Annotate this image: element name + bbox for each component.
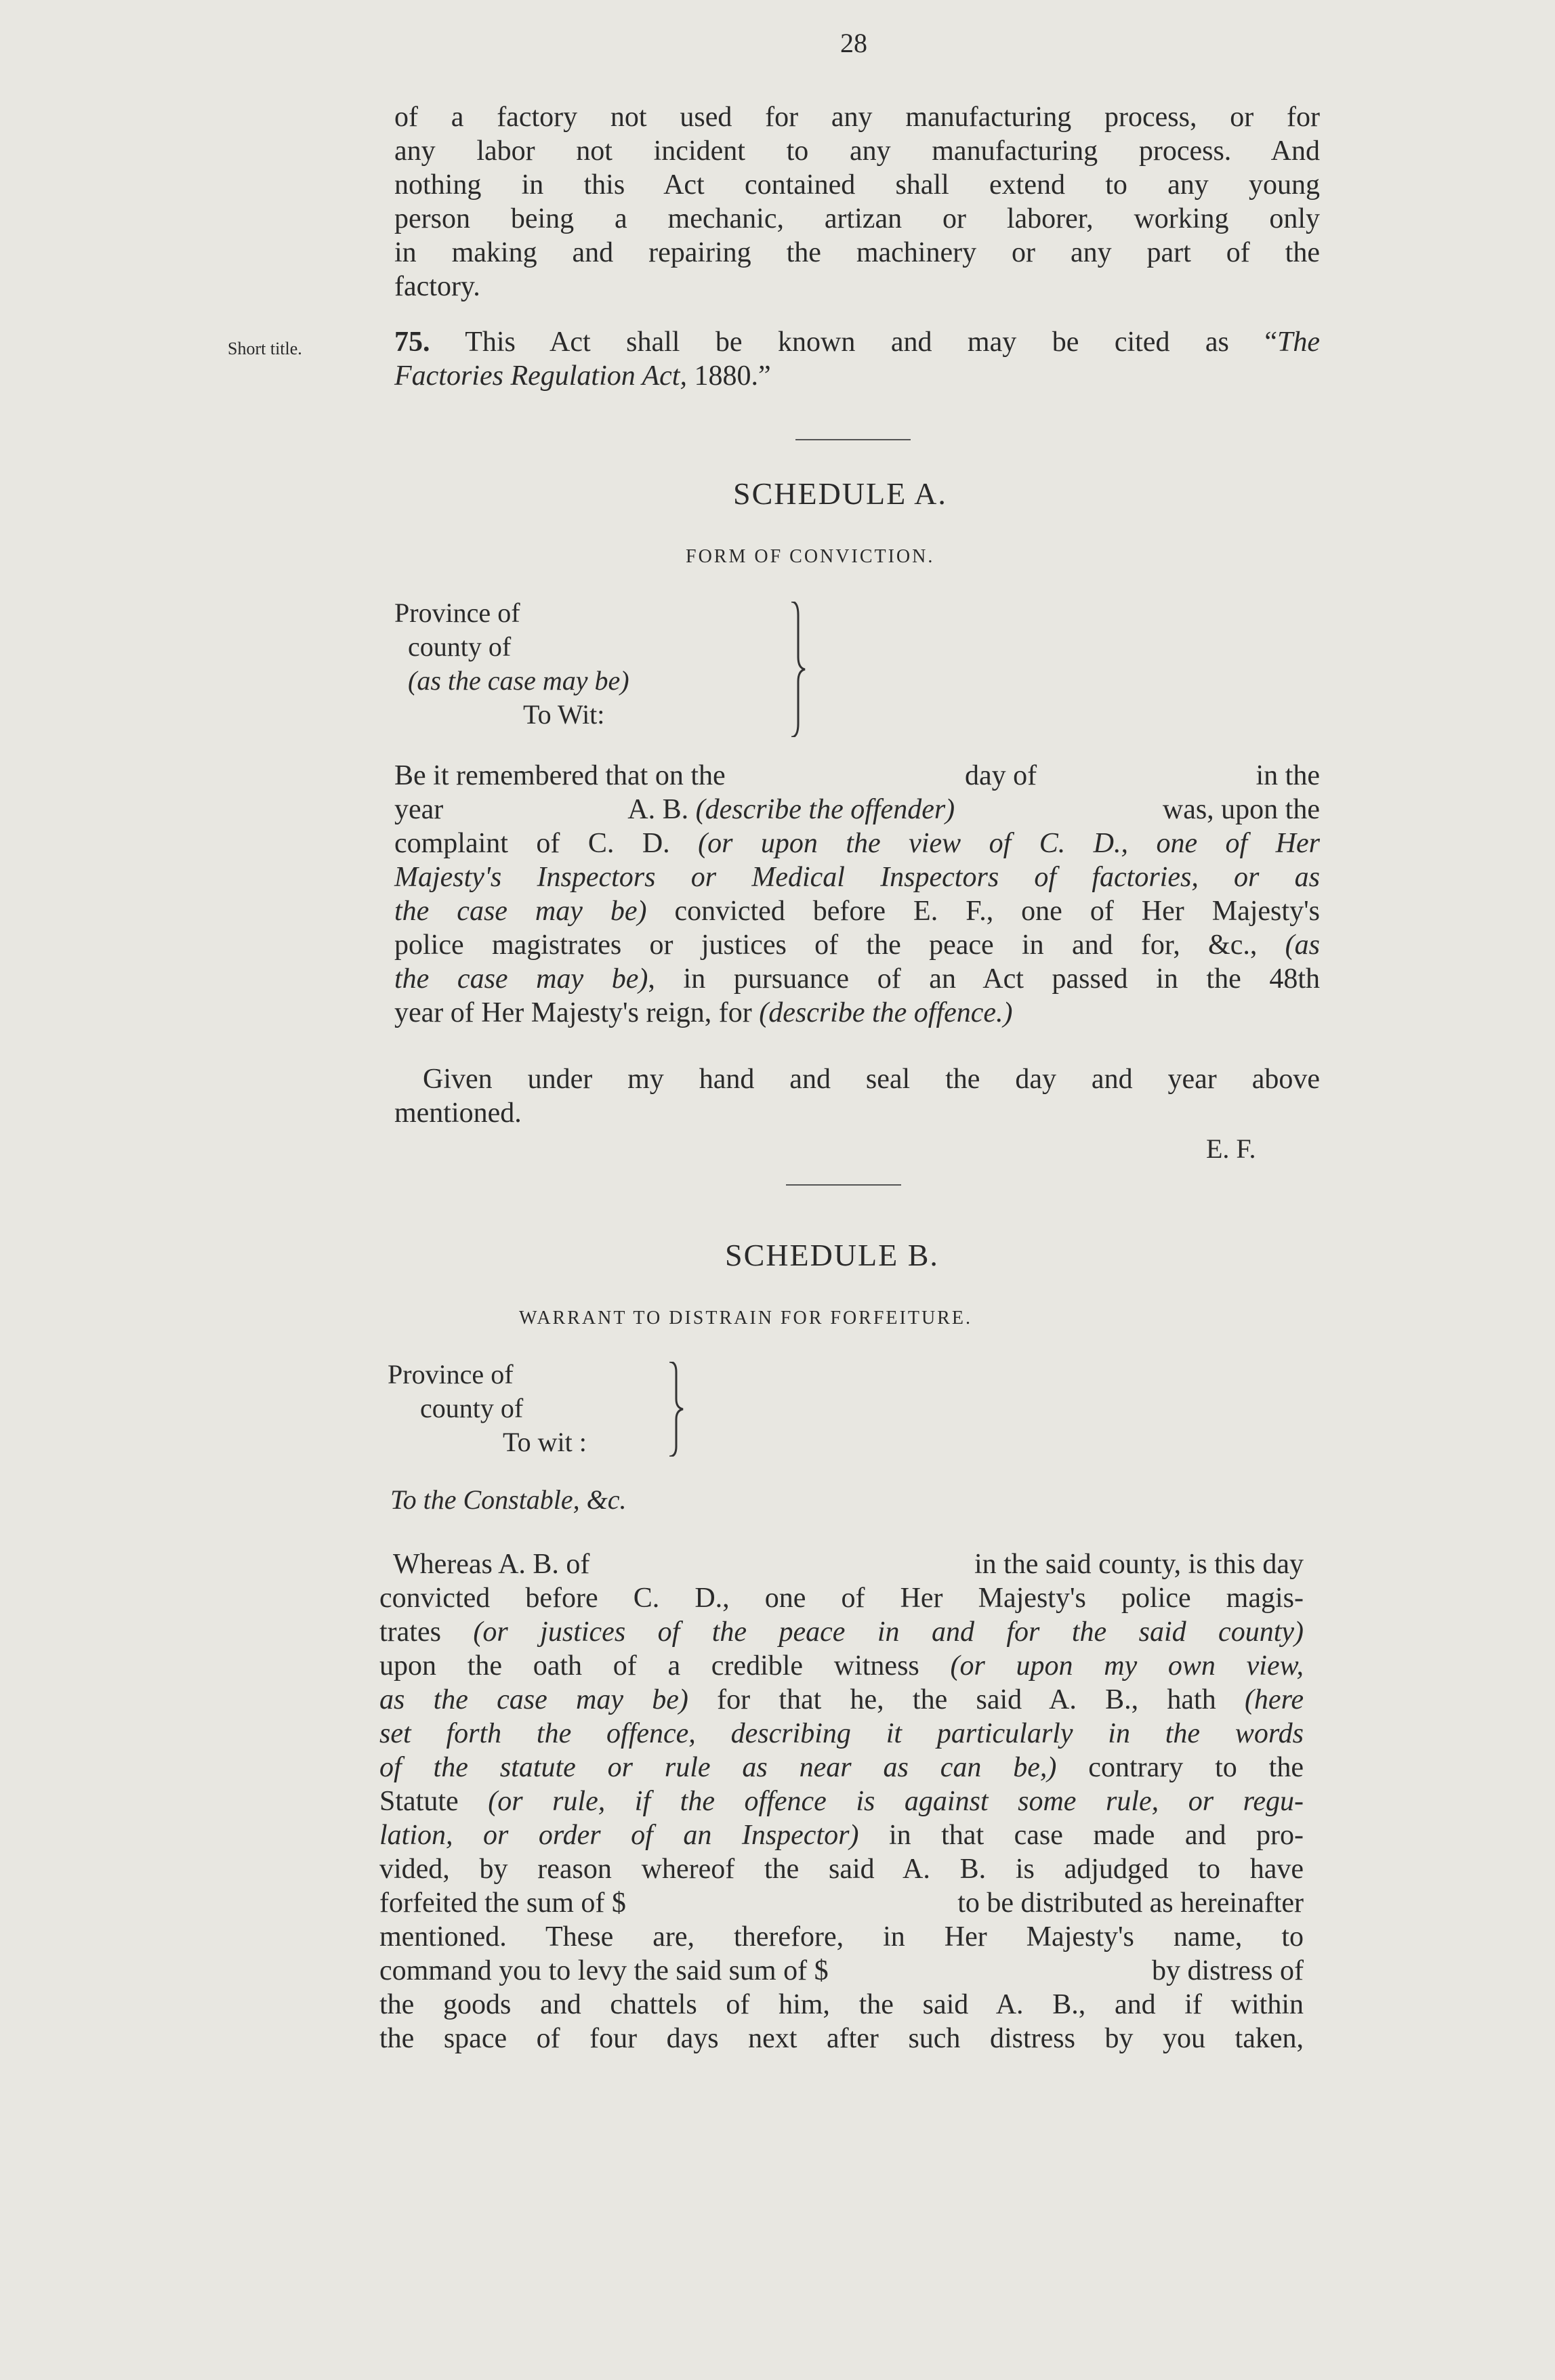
text-line xyxy=(379,1581,1304,1615)
text-line xyxy=(379,1784,1304,1818)
text-span: mentioned. These are, therefore, in Her Majesty's name, to xyxy=(379,1921,1304,1953)
text-span: upon the oath of a credible witness xyxy=(379,1650,951,1682)
text-line: mentioned. xyxy=(394,1098,522,1129)
text-span: in that case made and pro- xyxy=(858,1820,1304,1851)
caption-line: To Wit: xyxy=(523,699,605,730)
text-line xyxy=(379,1717,1304,1751)
caption-line: Province of xyxy=(394,598,520,628)
text-span: Majesty's Inspectors or Medical Inspectors of factories, or as xyxy=(394,862,1320,893)
text-span: command you to levy the said sum of $ xyxy=(379,1955,829,1986)
text-span: (describe the offender) xyxy=(695,794,955,825)
text-line xyxy=(379,1751,1304,1784)
page-number: 28 xyxy=(840,28,867,58)
text-line xyxy=(379,1954,1304,1988)
text-line xyxy=(394,996,1320,1030)
text-line: person being a mechanic, artizan or laborer, working only xyxy=(394,203,1320,234)
text-line xyxy=(379,1920,1304,1954)
text-span: vided, by reason whereof the said A. B. is adjudged to have xyxy=(379,1854,1304,1885)
text-line xyxy=(394,860,1320,894)
section-text: This Act shall be known and may be cited as “ xyxy=(465,327,1277,358)
text-span: complaint of C. D. xyxy=(394,828,699,859)
text-span: the space of four days next after such distress by you taken, xyxy=(379,2023,1304,2054)
text-span: (describe the offence.) xyxy=(759,997,1013,1028)
text-span: Be it remembered that on the xyxy=(394,760,726,791)
text-line xyxy=(394,827,1320,860)
section-number: 75. xyxy=(394,327,430,358)
text-line xyxy=(379,1649,1304,1683)
schedule-a-subheading: FORM OF CONVICTION. xyxy=(686,546,935,567)
paragraph-continuation xyxy=(394,100,1320,304)
text-span: (or upon my own view, xyxy=(950,1650,1304,1682)
text-span: the case may be) xyxy=(394,963,648,995)
side-note-short-title: Short title. xyxy=(228,339,302,358)
schedule-a-given xyxy=(394,1062,1320,1130)
text-line xyxy=(379,1886,1304,1920)
text-span: (here xyxy=(1244,1684,1304,1715)
text-span: year of Her Majesty's reign, for xyxy=(394,997,760,1028)
caption-line: Province of xyxy=(388,1359,514,1390)
caption-line: county of xyxy=(408,631,512,662)
text-span: convicted before E. F., one of Her Majesty's xyxy=(646,896,1320,927)
text-span: was, upon the xyxy=(1162,794,1320,825)
address-line: To the Constable, &c. xyxy=(390,1484,627,1515)
text-line xyxy=(379,1547,1304,1581)
text-line xyxy=(394,359,1320,393)
text-line xyxy=(379,1818,1304,1852)
signature-ef: E. F. xyxy=(1206,1133,1256,1164)
text-span: (as xyxy=(1285,930,1320,961)
text-line: factory. xyxy=(394,271,480,302)
schedule-b-body xyxy=(379,1547,1304,2055)
text-span: convicted before C. D., one of Her Majesty's police magis- xyxy=(379,1583,1304,1614)
text-line xyxy=(379,1988,1304,2022)
text-span: A. B. xyxy=(627,794,696,825)
text-line xyxy=(394,793,1320,827)
text-span: police magistrates or justices of the peace in and for, &c., xyxy=(394,930,1285,961)
text-span: set forth the offence, describing it particularly in the words xyxy=(379,1718,1304,1749)
text-span: to be distributed as hereinafter xyxy=(957,1887,1304,1919)
caption-line: county of xyxy=(420,1393,524,1423)
text-span: for that he, the said A. B., hath xyxy=(688,1684,1245,1715)
caption-line: To wit : xyxy=(503,1427,587,1457)
text-span: Whereas A. B. of xyxy=(393,1549,590,1580)
text-span: the goods and chattels of him, the said A. B., and if within xyxy=(379,1989,1304,2020)
divider-rule xyxy=(795,439,911,440)
schedule-a-body xyxy=(394,759,1320,1030)
text-line: nothing in this Act contained shall extend to any young xyxy=(394,169,1320,201)
brace-icon xyxy=(786,602,806,737)
section-text: 1880.” xyxy=(694,360,771,392)
act-title: The xyxy=(1277,327,1320,358)
divider-rule xyxy=(786,1184,901,1186)
text-line: any labor not incident to any manufacturing process. And xyxy=(394,135,1320,167)
text-line xyxy=(379,1683,1304,1717)
brace-icon xyxy=(664,1362,684,1457)
text-span: , in pursuance of an Act passed in the 48th xyxy=(648,963,1320,995)
text-line xyxy=(394,962,1320,996)
section-75 xyxy=(394,325,1320,393)
text-line xyxy=(379,1615,1304,1649)
text-line xyxy=(394,325,1320,359)
text-span: in the xyxy=(1256,760,1320,791)
act-title: Factories Regulation Act, xyxy=(394,360,687,392)
text-span: year xyxy=(394,794,444,825)
text-span: the case may be) xyxy=(394,896,647,927)
text-line xyxy=(394,894,1320,928)
text-span: (or justices of the peace in and for the said county) xyxy=(473,1616,1304,1648)
schedule-a-heading: SCHEDULE A. xyxy=(733,476,947,511)
text-line: in making and repairing the machinery or any part of the xyxy=(394,237,1320,268)
text-span: trates xyxy=(379,1616,474,1648)
schedule-b-subheading: WARRANT TO DISTRAIN FOR FORFEITURE. xyxy=(519,1308,972,1329)
schedule-a-caption xyxy=(394,596,629,732)
text-line xyxy=(394,928,1320,962)
text-line xyxy=(379,1852,1304,1886)
text-span: of the statute or rule as near as can be,) xyxy=(379,1752,1057,1783)
text-span: lation, or order of an Inspector) xyxy=(379,1820,859,1851)
text-line xyxy=(379,2022,1304,2055)
text-span: forfeited the sum of $ xyxy=(379,1887,626,1919)
text-span: (or rule, if the offence is against some rule, or regu- xyxy=(488,1786,1304,1817)
text-span: Statute xyxy=(379,1786,489,1817)
text-line: of a factory not used for any manufacturing process, or for xyxy=(394,102,1320,133)
text-span: (or upon the view of C. D., one of Her xyxy=(698,828,1320,859)
schedule-b-heading: SCHEDULE B. xyxy=(725,1238,939,1272)
text-span: contrary to the xyxy=(1056,1752,1304,1783)
text-span: in the said county, is this day xyxy=(974,1549,1304,1580)
caption-line: (as the case may be) xyxy=(408,665,629,696)
text-span: day of xyxy=(965,760,1037,791)
text-span: by distress of xyxy=(1152,1955,1304,1986)
schedule-b-caption xyxy=(388,1358,587,1459)
text-line: Given under my hand and seal the day and year above xyxy=(423,1064,1320,1095)
text-span: as the case may be) xyxy=(379,1684,688,1715)
text-line xyxy=(394,759,1320,793)
